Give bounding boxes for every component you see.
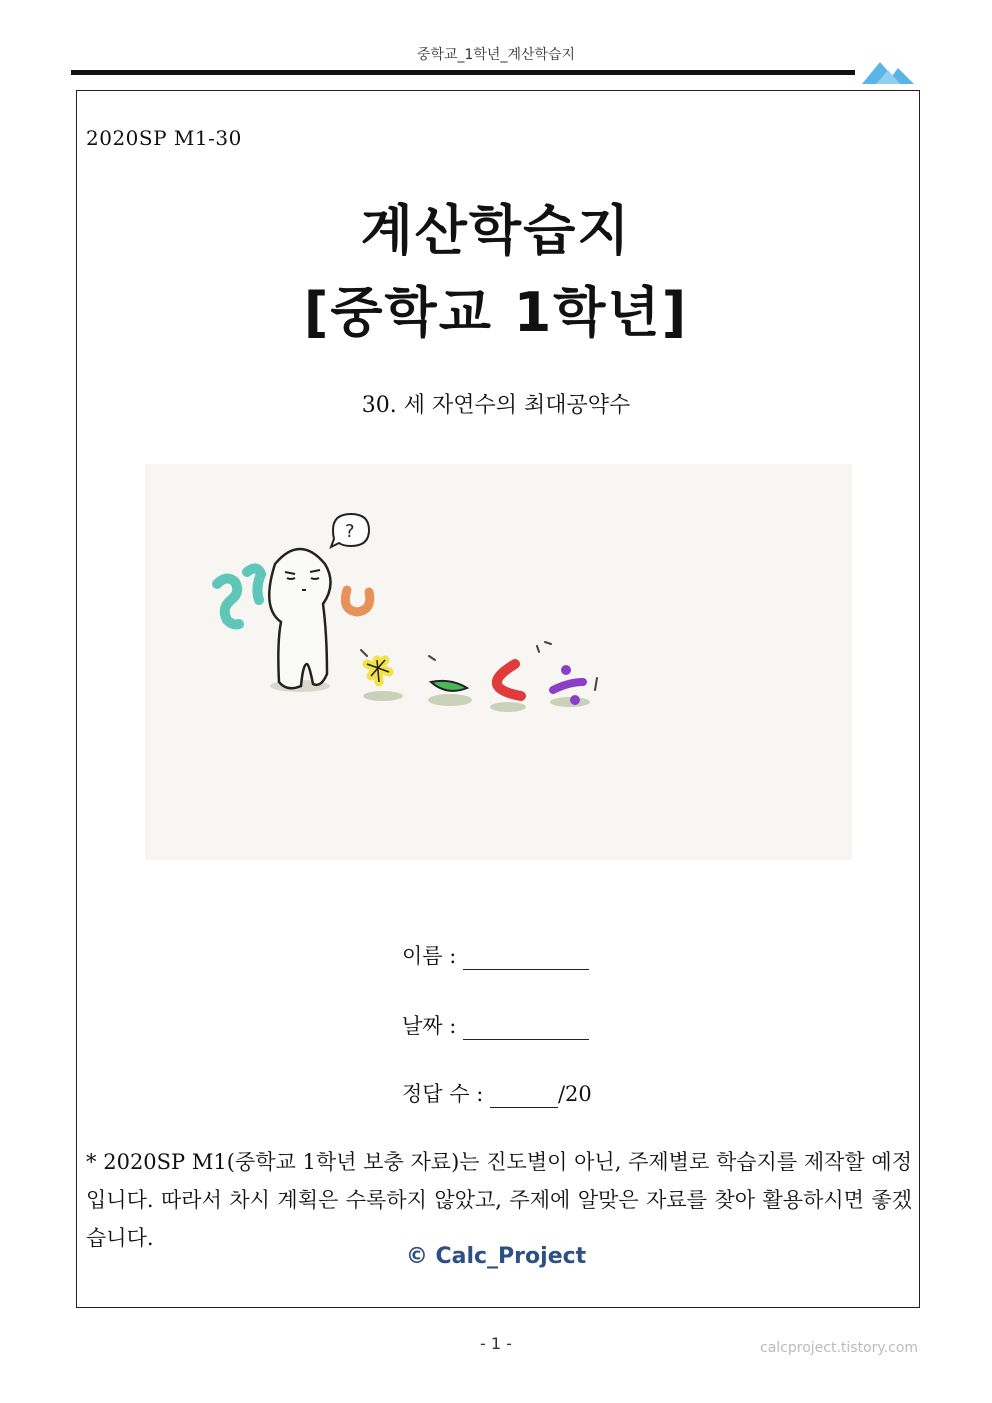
- worksheet-topic: 30. 세 자연수의 최대공약수: [361, 393, 631, 418]
- name-blank[interactable]: [463, 949, 589, 970]
- mountain-logo-icon: [862, 56, 914, 86]
- score-label: 정답 수 :: [402, 1082, 490, 1106]
- usage-note: * 2020SP M1(중학교 1학년 보충 자료)는 진도별이 아닌, 주제별로 학습지를 제작할 예정입니다. 따라서 차시 계획은 수록하지 않았고, 주제에 알맞은 자료를 찾아 활용하시면 좋겠습니다.: [86, 1150, 912, 1250]
- page-number: - 1 -: [480, 1334, 512, 1353]
- worksheet-code: 2020SP M1-30: [86, 126, 242, 150]
- worksheet-title: 계산학습지: [360, 199, 632, 262]
- score-field: [402, 1078, 592, 1108]
- running-header: 중학교_1학년_계산학습지: [416, 47, 576, 63]
- date-field: [402, 1010, 589, 1040]
- name-field: [402, 940, 589, 970]
- date-blank[interactable]: [463, 1019, 589, 1040]
- site-url: calcproject.tistory.com: [760, 1340, 919, 1356]
- copyright: © Calc_Project: [405, 1244, 587, 1269]
- score-total: /20: [557, 1082, 592, 1106]
- svg-text:?: ?: [345, 521, 355, 542]
- header-rule: [71, 70, 855, 75]
- date-label: 날짜 :: [402, 1014, 463, 1038]
- name-label: 이름 :: [402, 944, 463, 968]
- cover-illustration: [145, 464, 852, 860]
- worksheet-grade: [중학교 1학년]: [303, 281, 689, 344]
- score-blank[interactable]: [490, 1087, 558, 1108]
